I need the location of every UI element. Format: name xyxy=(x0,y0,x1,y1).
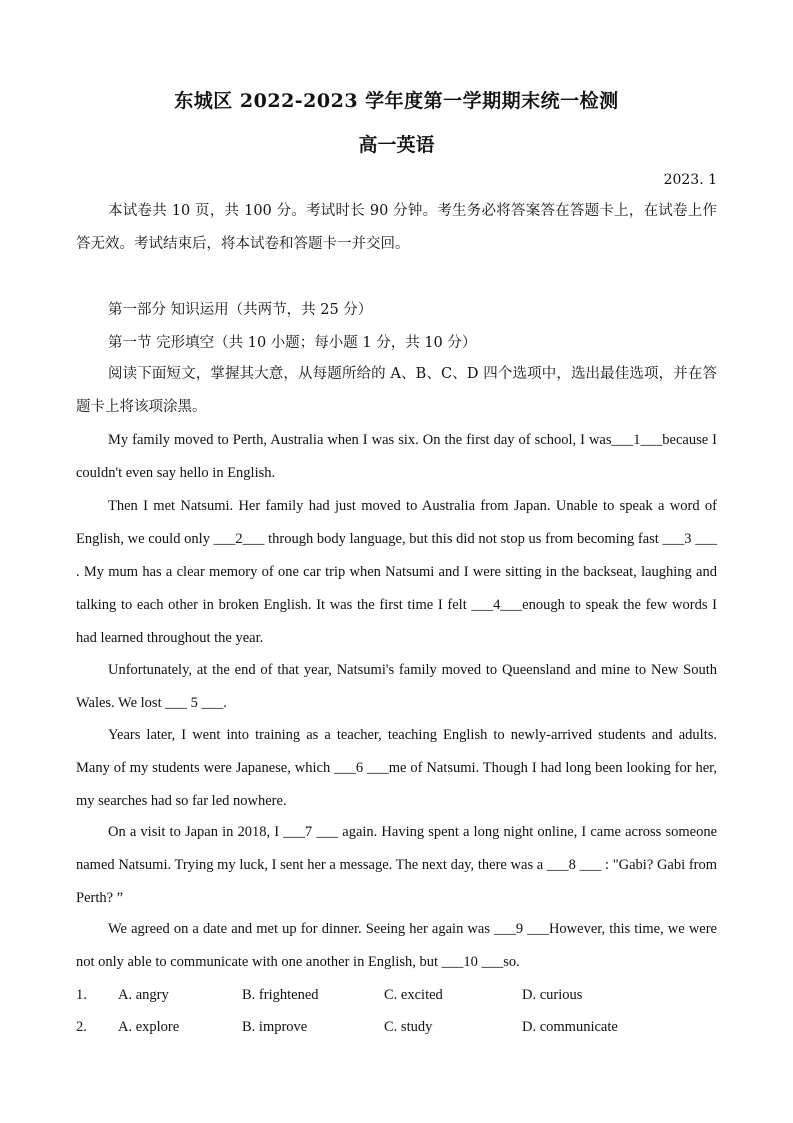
option-d: D. communicate xyxy=(522,1019,618,1035)
exam-instructions: 本试卷共 10 页，共 100 分。考试时长 90 分钟。考生务必将答案答在答题卡上，在试卷上作答无效。考试结束后，将本试卷和答题卡一并交回。 xyxy=(76,203,717,252)
option-c: C. excited xyxy=(384,987,443,1003)
exam-title: 东城区 2022-2023 学年度第一学期期末统一检测 xyxy=(174,90,619,112)
passage-paragraph-6: We agreed on a date and met up for dinner. Seeing her again was ___9 ___However, this time, we were not only able to communicate with one another in English, but ___10 ___so. xyxy=(76,921,717,970)
passage-paragraph-4: Years later, I went into training as a teacher, teaching English to newly-arrived students and adults. Many of my students were Japanese, which ___6 ___me of Natsumi. Though I had long been looking for her, my searches had so far led nowhere. xyxy=(76,727,717,809)
question-number: 1. xyxy=(76,987,87,1003)
question-number: 2. xyxy=(76,1019,87,1035)
option-d: D. curious xyxy=(522,987,583,1003)
section1-heading: 第一节 完形填空（共 10 小题；每小题 1 分，共 10 分） xyxy=(108,335,477,351)
passage-paragraph-1: My family moved to Perth, Australia when I was six. On the first day of school, I was___1___because I couldn't even say hello in English. xyxy=(76,432,717,481)
question-row xyxy=(76,987,717,1007)
option-b: B. frightened xyxy=(242,987,319,1003)
passage-paragraph-5: On a visit to Japan in 2018, I ___7 ___ again. Having spent a long night online, I came across someone named Natsumi. Trying my luck, I sent her a message. The next day, there was a ___8 ___ : "Gabi? Gabi from Perth? ” xyxy=(76,824,717,906)
exam-date: 2023. 1 xyxy=(663,172,717,188)
option-a: A. angry xyxy=(118,987,169,1003)
question-row xyxy=(76,1019,717,1039)
option-b: B. improve xyxy=(242,1019,308,1035)
option-a: A. explore xyxy=(118,1019,180,1035)
part1-heading: 第一部分 知识运用（共两节，共 25 分） xyxy=(108,302,373,318)
passage-paragraph-2: Then I met Natsumi. Her family had just moved to Australia from Japan. Unable to speak a word of English, we could only ___2___ through body language, but this did not stop us from becoming fast ___3 ___ . My mum has a clear memory of one car trip when Natsumi and I were sitting in the backseat, laughing and talking to each other in broken English. It was the first time I felt ___4___enough to speak the few words I had learned throughout the year. xyxy=(76,498,717,646)
section1-directions: 阅读下面短文，掌握其大意，从每题所给的 A、B、C、D 四个选项中，选出最佳选项，并在答题卡上将该项涂黑。 xyxy=(76,366,717,415)
option-c: C. study xyxy=(384,1019,433,1035)
exam-subject: 高一英语 xyxy=(358,134,435,156)
passage-paragraph-3: Unfortunately, at the end of that year, Natsumi's family moved to Queensland and mine to New South Wales. We lost ___ 5 ___. xyxy=(76,662,717,711)
